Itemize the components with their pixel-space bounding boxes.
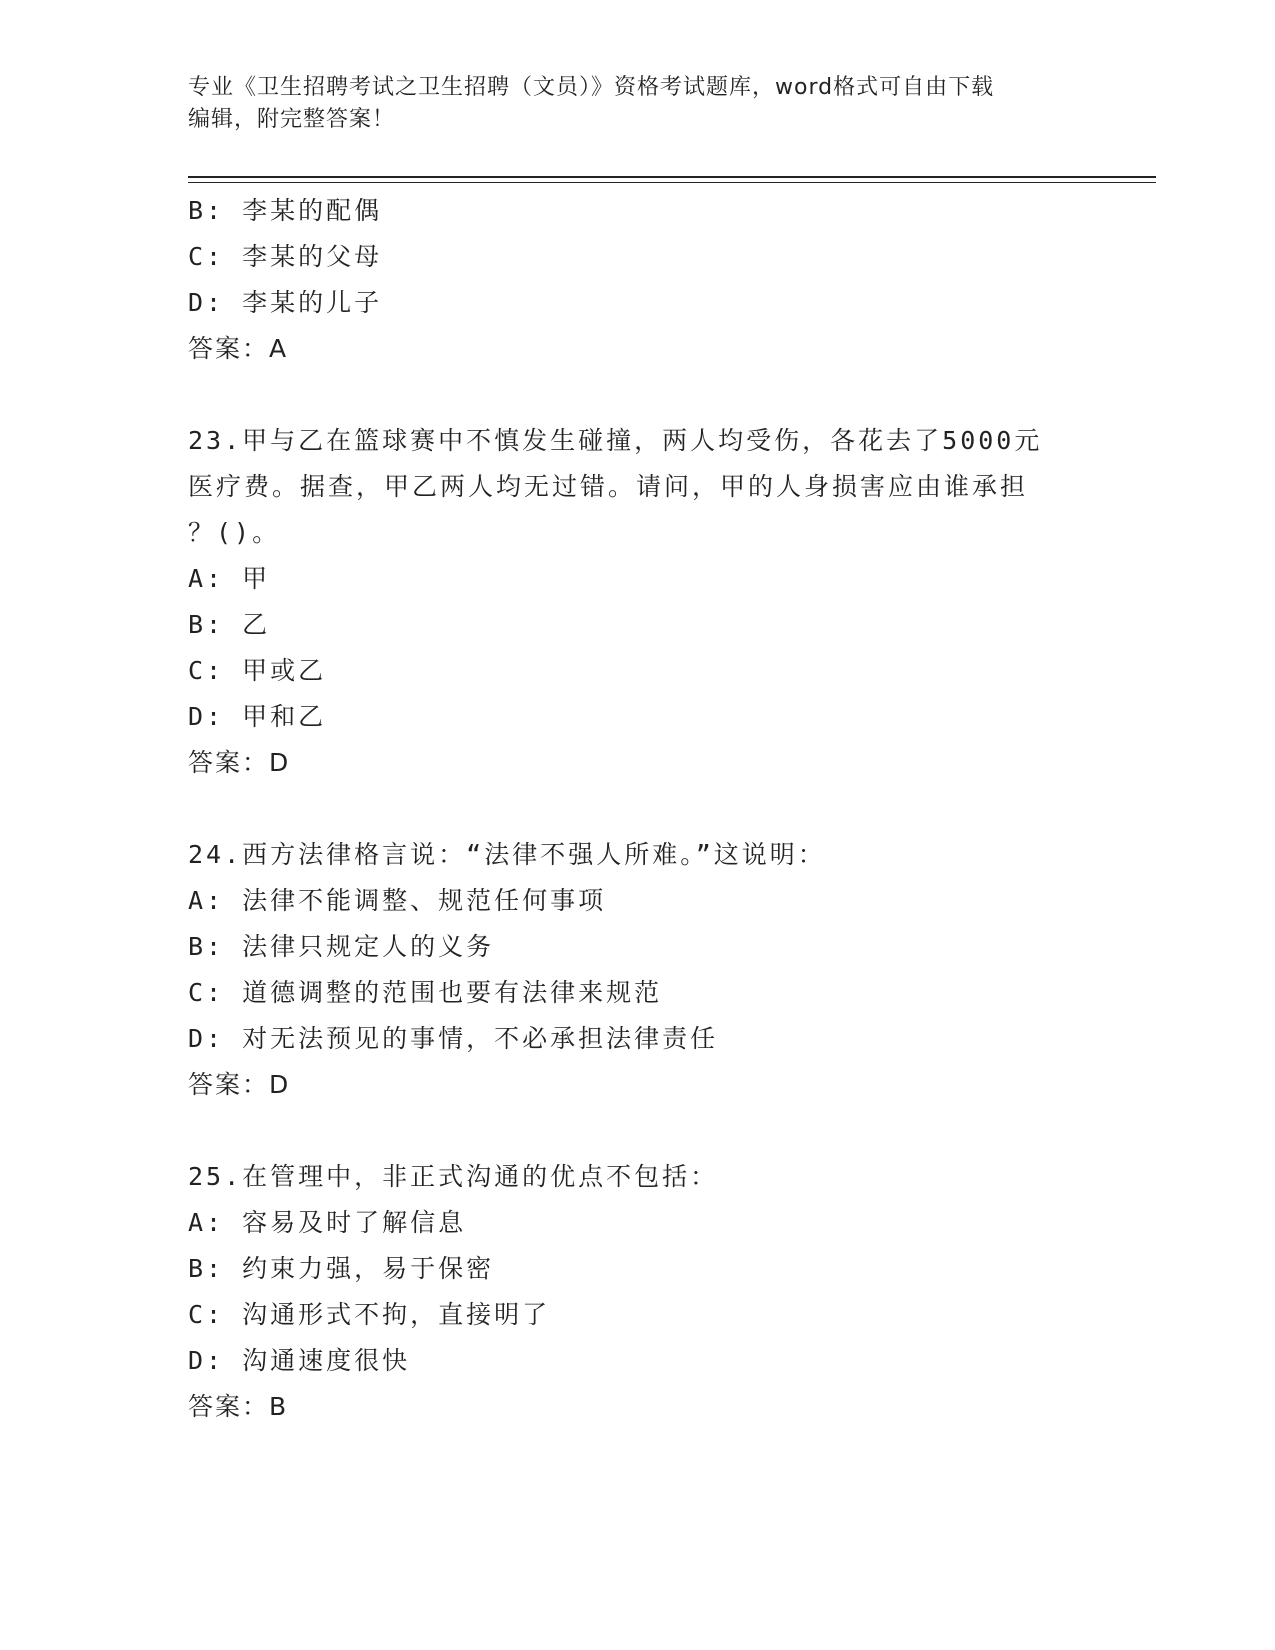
answer-line: 答案：D (188, 748, 291, 777)
option-c: C: 道德调整的范围也要有法律来规范 (188, 978, 663, 1007)
question-stem-line: ？()。 (188, 518, 281, 547)
header-line-2: 编辑，附完整答案！ (188, 107, 396, 132)
option-d: D: 对无法预见的事情，不必承担法律责任 (188, 1024, 719, 1053)
option-b: B: 乙 (188, 610, 271, 639)
option-a: A: 容易及时了解信息 (188, 1208, 467, 1237)
question-22-tail (188, 188, 1068, 372)
page-header (188, 72, 1068, 136)
spacer (188, 786, 1068, 832)
header-divider (188, 176, 1156, 178)
option-c: C: 李某的父母 (188, 242, 383, 271)
option-c: C: 沟通形式不拘，直接明了 (188, 1300, 551, 1329)
option-d: D: 沟通速度很快 (188, 1346, 411, 1375)
option-b: B: 李某的配偶 (188, 196, 383, 225)
option-a: A: 法律不能调整、规范任何事项 (188, 886, 607, 915)
answer-line: 答案：D (188, 1070, 291, 1099)
question-stem-line: 23.甲与乙在篮球赛中不慎发生碰撞，两人均受伤，各花去了5000元 (188, 426, 1043, 455)
option-b: B: 法律只规定人的义务 (188, 932, 495, 961)
question-stem-line: 25.在管理中，非正式沟通的优点不包括： (188, 1162, 719, 1191)
question-stem-line: 24.西方法律格言说：“法律不强人所难。”这说明： (188, 840, 826, 869)
header-line-1: 专业《卫生招聘考试之卫生招聘（文员）》资格考试题库，word格式可自由下载 (188, 75, 995, 100)
question-list (188, 188, 1068, 1430)
question-24 (188, 832, 1068, 1108)
spacer (188, 372, 1068, 418)
answer-line: 答案：A (188, 334, 289, 363)
option-c: C: 甲或乙 (188, 656, 327, 685)
question-25 (188, 1154, 1068, 1430)
option-b: B: 约束力强，易于保密 (188, 1254, 495, 1283)
answer-line: 答案：B (188, 1392, 289, 1421)
question-23 (188, 418, 1068, 786)
option-d: D: 甲和乙 (188, 702, 327, 731)
spacer (188, 1108, 1068, 1154)
option-a: A: 甲 (188, 564, 271, 593)
option-d: D: 李某的儿子 (188, 288, 383, 317)
question-stem-line: 医疗费。据查，甲乙两人均无过错。请问，甲的人身损害应由谁承担 (188, 472, 1029, 501)
header-divider-thin (188, 182, 1156, 183)
